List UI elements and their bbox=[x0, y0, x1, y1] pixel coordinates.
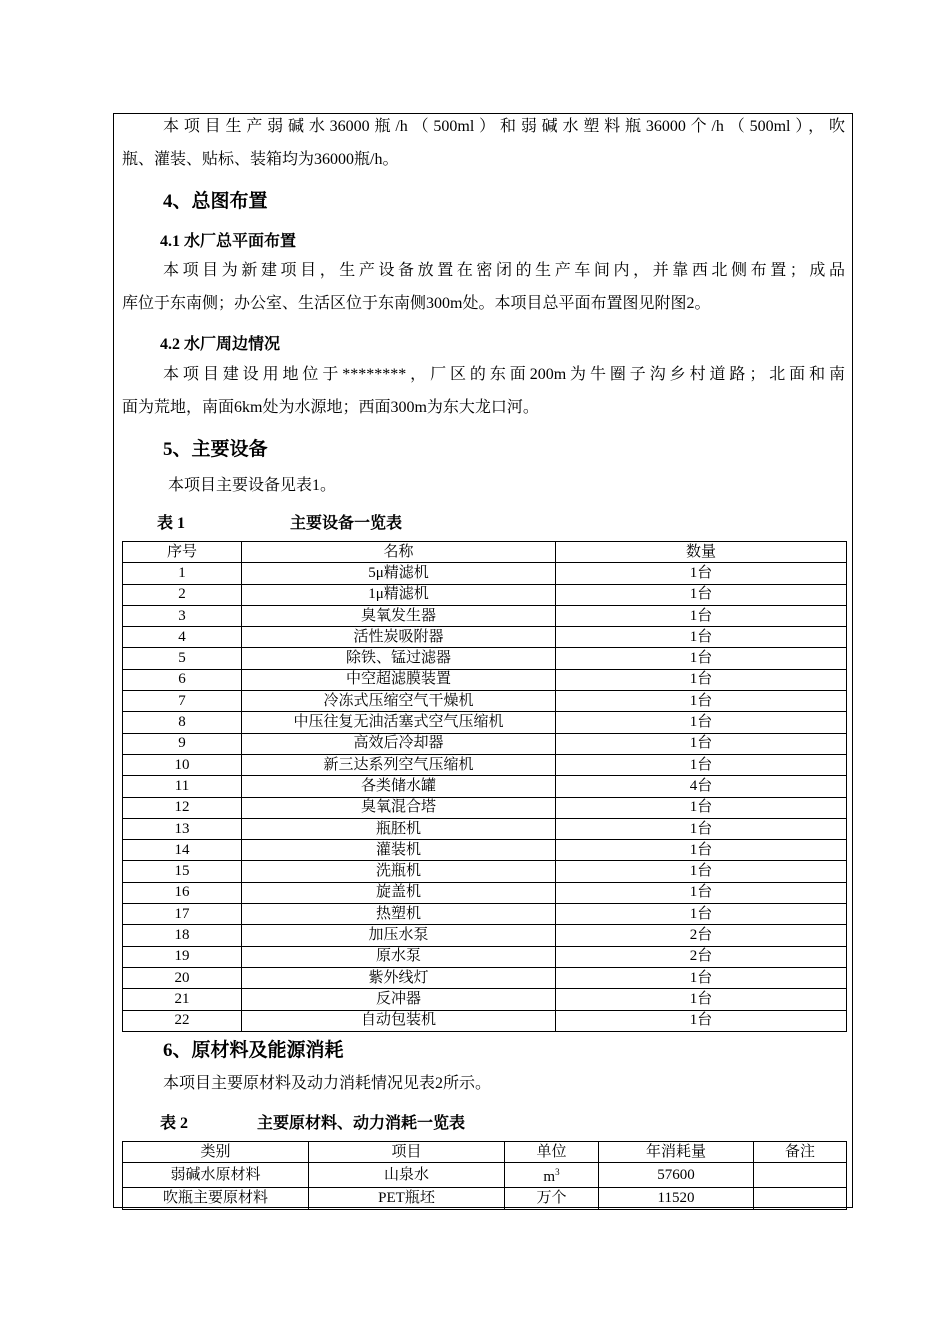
table-row bbox=[123, 648, 847, 669]
equipment-table bbox=[122, 541, 847, 1032]
unit-superscript: 3 bbox=[555, 1167, 560, 1178]
unit-cell bbox=[505, 1163, 599, 1188]
index-cell: 4 bbox=[123, 627, 242, 648]
table-row bbox=[123, 712, 847, 733]
section-5-text: 本项目主要设备见表1。 bbox=[168, 477, 337, 494]
name-cell: 5μ精滤机 bbox=[242, 563, 556, 584]
intro-line-1: 本项目生产弱碱水36000瓶/h（500ml）和弱碱水塑料瓶36000个/h（500ml），吹 bbox=[163, 118, 845, 135]
section-4-1-title: 4.1 水厂总平面布置 bbox=[160, 233, 297, 250]
index-cell: 17 bbox=[123, 904, 242, 925]
quantity-cell: 1台 bbox=[556, 1010, 847, 1031]
table-row bbox=[123, 776, 847, 797]
name-cell: 臭氧混合塔 bbox=[242, 797, 556, 818]
quantity-cell: 1台 bbox=[556, 712, 847, 733]
unit-cell bbox=[505, 1188, 599, 1209]
intro-line-2: 瓶、灌装、贴标、装箱均为36000瓶/h。 bbox=[122, 151, 399, 168]
quantity-cell: 2台 bbox=[556, 946, 847, 967]
index-cell: 16 bbox=[123, 882, 242, 903]
table-row bbox=[123, 904, 847, 925]
name-cell: 活性炭吸附器 bbox=[242, 627, 556, 648]
materials-table bbox=[122, 1141, 847, 1210]
index-cell: 7 bbox=[123, 691, 242, 712]
quantity-cell: 1台 bbox=[556, 904, 847, 925]
amount-cell: 11520 bbox=[599, 1188, 754, 1209]
name-cell: 新三达系列空气压缩机 bbox=[242, 754, 556, 775]
quantity-cell: 4台 bbox=[556, 776, 847, 797]
name-cell: 1μ精滤机 bbox=[242, 584, 556, 605]
table-row bbox=[123, 754, 847, 775]
section-4-1-line-2: 库位于东南侧；办公室、生活区位于东南侧300m处。本项目总平面布置图见附图2。 bbox=[122, 295, 711, 312]
header-index: 序号 bbox=[123, 542, 242, 563]
quantity-cell: 1台 bbox=[556, 754, 847, 775]
header-item: 项目 bbox=[309, 1142, 505, 1163]
table-row bbox=[123, 691, 847, 712]
name-cell: 高效后冷却器 bbox=[242, 733, 556, 754]
quantity-cell: 1台 bbox=[556, 627, 847, 648]
table-row bbox=[123, 733, 847, 754]
table-row bbox=[123, 882, 847, 903]
name-cell: 加压水泵 bbox=[242, 925, 556, 946]
index-cell: 13 bbox=[123, 818, 242, 839]
table-row bbox=[123, 840, 847, 861]
table-row bbox=[123, 946, 847, 967]
category-cell: 吹瓶主要原材料 bbox=[123, 1188, 309, 1209]
unit-text: 万个 bbox=[536, 1189, 567, 1206]
table-row bbox=[123, 1010, 847, 1031]
name-cell: 除铁、锰过滤器 bbox=[242, 648, 556, 669]
index-cell: 3 bbox=[123, 605, 242, 626]
table-row bbox=[123, 1188, 847, 1209]
table-1-number: 表 1 bbox=[157, 515, 186, 532]
quantity-cell: 1台 bbox=[556, 584, 847, 605]
table-row bbox=[123, 605, 847, 626]
index-cell: 18 bbox=[123, 925, 242, 946]
name-cell: 热塑机 bbox=[242, 904, 556, 925]
name-cell: 紫外线灯 bbox=[242, 967, 556, 988]
table-header-row bbox=[123, 542, 847, 563]
section-4-2-title: 4.2 水厂周边情况 bbox=[160, 336, 281, 353]
index-cell: 14 bbox=[123, 840, 242, 861]
category-cell: 弱碱水原材料 bbox=[123, 1163, 309, 1188]
header-annual-amount: 年消耗量 bbox=[599, 1142, 754, 1163]
quantity-cell: 1台 bbox=[556, 861, 847, 882]
index-cell: 2 bbox=[123, 584, 242, 605]
quantity-cell: 1台 bbox=[556, 563, 847, 584]
index-cell: 22 bbox=[123, 1010, 242, 1031]
quantity-cell: 1台 bbox=[556, 882, 847, 903]
name-cell: 瓶胚机 bbox=[242, 818, 556, 839]
header-unit: 单位 bbox=[505, 1142, 599, 1163]
table-row bbox=[123, 797, 847, 818]
name-cell: 原水泵 bbox=[242, 946, 556, 967]
index-cell: 11 bbox=[123, 776, 242, 797]
index-cell: 8 bbox=[123, 712, 242, 733]
quantity-cell: 1台 bbox=[556, 967, 847, 988]
name-cell: 洗瓶机 bbox=[242, 861, 556, 882]
section-6-text: 本项目主要原材料及动力消耗情况见表2所示。 bbox=[163, 1075, 492, 1092]
quantity-cell: 2台 bbox=[556, 925, 847, 946]
table-row bbox=[123, 989, 847, 1010]
index-cell: 5 bbox=[123, 648, 242, 669]
quantity-cell: 1台 bbox=[556, 989, 847, 1010]
header-name: 名称 bbox=[242, 542, 556, 563]
section-4-title: 4、总图布置 bbox=[163, 191, 268, 212]
section-4-2-line-2: 面为荒地，南面6km处为水源地；西面300m为东大龙口河。 bbox=[122, 399, 539, 416]
name-cell: 旋盖机 bbox=[242, 882, 556, 903]
section-6-title: 6、原材料及能源消耗 bbox=[163, 1040, 344, 1061]
table-2-title: 主要原材料、动力消耗一览表 bbox=[257, 1115, 466, 1132]
index-cell: 21 bbox=[123, 989, 242, 1010]
index-cell: 6 bbox=[123, 669, 242, 690]
note-cell bbox=[754, 1163, 847, 1188]
item-cell: 山泉水 bbox=[309, 1163, 505, 1188]
index-cell: 15 bbox=[123, 861, 242, 882]
quantity-cell: 1台 bbox=[556, 669, 847, 690]
note-cell bbox=[754, 1188, 847, 1209]
index-cell: 10 bbox=[123, 754, 242, 775]
table-row bbox=[123, 584, 847, 605]
table-row bbox=[123, 627, 847, 648]
index-cell: 19 bbox=[123, 946, 242, 967]
index-cell: 1 bbox=[123, 563, 242, 584]
table-header-row bbox=[123, 1142, 847, 1163]
table-row bbox=[123, 925, 847, 946]
quantity-cell: 1台 bbox=[556, 797, 847, 818]
amount-cell: 57600 bbox=[599, 1163, 754, 1188]
name-cell: 中空超滤膜装置 bbox=[242, 669, 556, 690]
index-cell: 9 bbox=[123, 733, 242, 754]
quantity-cell: 1台 bbox=[556, 840, 847, 861]
quantity-cell: 1台 bbox=[556, 818, 847, 839]
quantity-cell: 1台 bbox=[556, 733, 847, 754]
table-row bbox=[123, 967, 847, 988]
quantity-cell: 1台 bbox=[556, 648, 847, 669]
section-4-2-line-1: 本项目建设用地位于********，厂区的东面200m为牛圈子沟乡村道路；北面和南 bbox=[163, 366, 845, 383]
item-cell: PET瓶坯 bbox=[309, 1188, 505, 1209]
section-4-1-line-1: 本项目为新建项目，生产设备放置在密闭的生产车间内，并靠西北侧布置；成品 bbox=[163, 262, 845, 279]
name-cell: 自动包装机 bbox=[242, 1010, 556, 1031]
index-cell: 12 bbox=[123, 797, 242, 818]
name-cell: 臭氧发生器 bbox=[242, 605, 556, 626]
table-2-number: 表 2 bbox=[160, 1115, 189, 1132]
table-1-title: 主要设备一览表 bbox=[290, 515, 403, 532]
table-row bbox=[123, 1163, 847, 1188]
header-quantity: 数量 bbox=[556, 542, 847, 563]
table-row bbox=[123, 861, 847, 882]
header-category: 类别 bbox=[123, 1142, 309, 1163]
index-cell: 20 bbox=[123, 967, 242, 988]
name-cell: 各类储水罐 bbox=[242, 776, 556, 797]
name-cell: 灌装机 bbox=[242, 840, 556, 861]
table-row bbox=[123, 669, 847, 690]
name-cell: 冷冻式压缩空气干燥机 bbox=[242, 691, 556, 712]
table-row bbox=[123, 563, 847, 584]
table-row bbox=[123, 818, 847, 839]
quantity-cell: 1台 bbox=[556, 605, 847, 626]
unit-text: m bbox=[543, 1169, 556, 1186]
header-note: 备注 bbox=[754, 1142, 847, 1163]
name-cell: 反冲器 bbox=[242, 989, 556, 1010]
quantity-cell: 1台 bbox=[556, 691, 847, 712]
name-cell: 中压往复无油活塞式空气压缩机 bbox=[242, 712, 556, 733]
section-5-title: 5、主要设备 bbox=[163, 439, 268, 460]
